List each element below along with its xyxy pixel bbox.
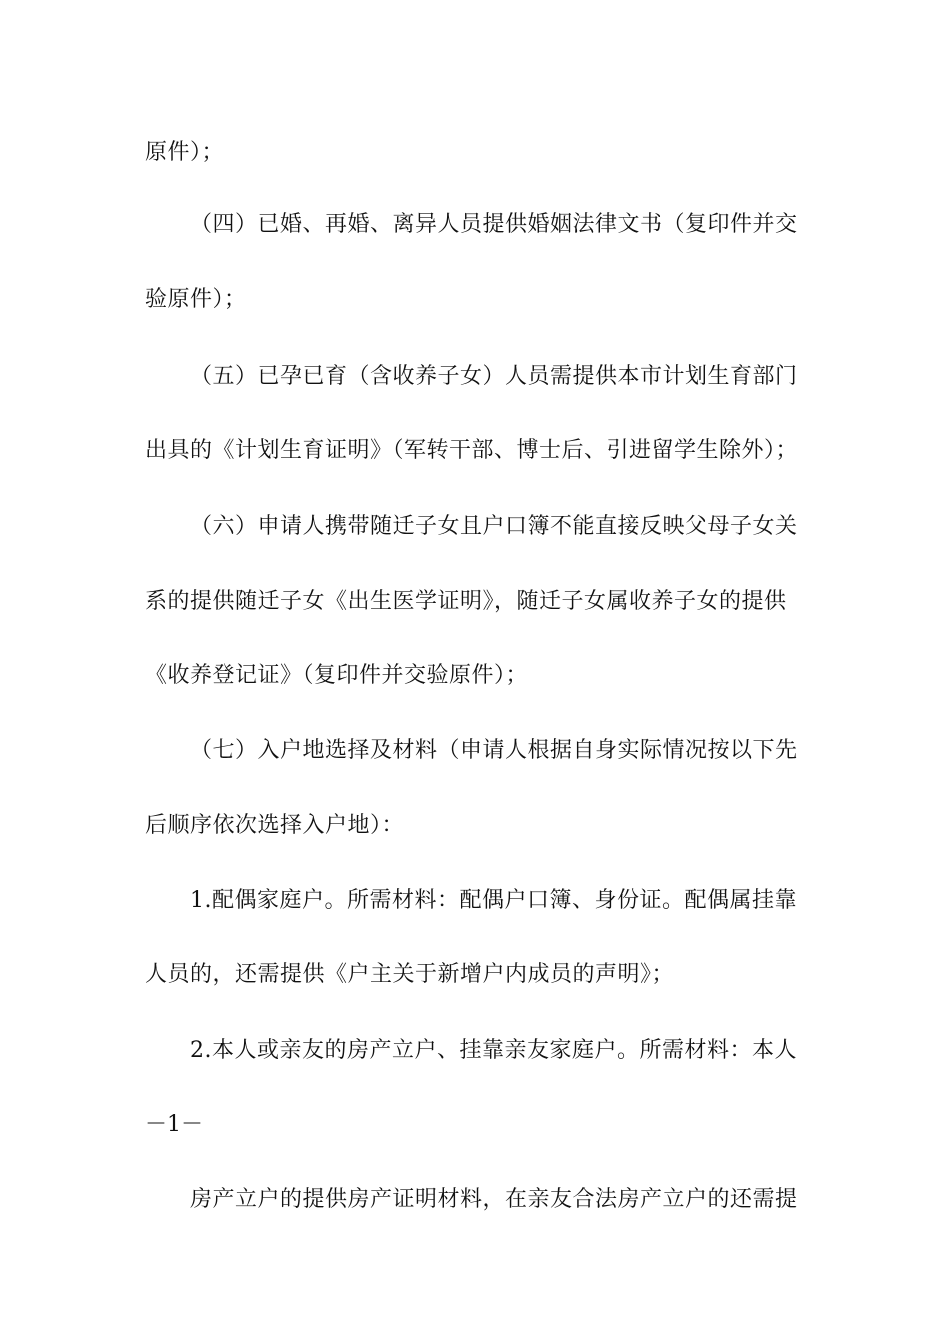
text-line-8: 《收养登记证》（复印件并交验原件）；	[145, 663, 529, 688]
page-number: －1－	[145, 1112, 203, 1137]
text-line-9: （七）入户地选择及材料（申请人根据自身实际情况按以下先	[190, 738, 798, 763]
text-line-3: 验原件）；	[145, 287, 247, 312]
text-line-10: 后顺序依次选择入户地）：	[145, 813, 405, 838]
text-line-5: 出具的《计划生育证明》（军转干部、博士后、引进留学生除外）；	[145, 438, 799, 463]
text-line-4: （五）已孕已育（含收养子女）人员需提供本市计划生育部门	[190, 364, 798, 389]
text-line-7: 系的提供随迁子女《出生医学证明》，随迁子女属收养子女的提供	[145, 589, 787, 614]
text-line-12: 人员的，还需提供《户主关于新增户内成员的声明》；	[145, 962, 675, 987]
next-page-first-line: 房产立户的提供房产证明材料，在亲友合法房产立户的还需提	[190, 1187, 798, 1212]
text-line-11: 1.配偶家庭户。所需材料：配偶户口簿、身份证。配偶属挂靠	[190, 888, 797, 913]
text-line-1: 原件）；	[145, 140, 225, 165]
text-line-13: 2.本人或亲友的房产立户、挂靠亲友家庭户。所需材料：本人	[190, 1038, 797, 1063]
text-line-2: （四）已婚、再婚、离异人员提供婚姻法律文书（复印件并交	[190, 212, 798, 237]
text-line-6: （六）申请人携带随迁子女且户口簿不能直接反映父母子女关	[190, 514, 798, 539]
